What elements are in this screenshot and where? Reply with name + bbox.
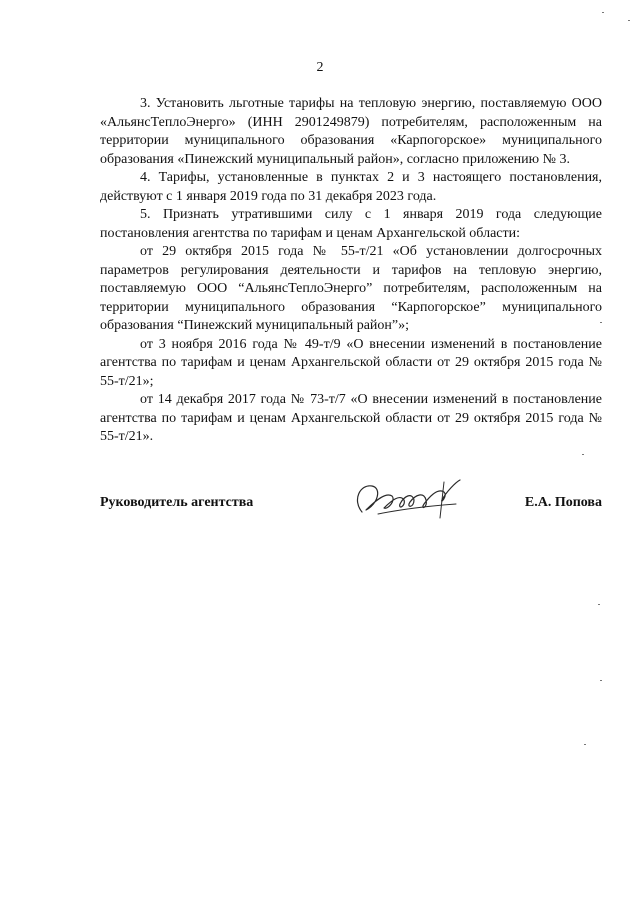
signature-block (100, 470, 602, 540)
scan-artifact-dot (600, 322, 602, 323)
page-number: 2 (316, 60, 324, 75)
scan-artifact-dot (598, 604, 600, 605)
repealed-decree-3: от 14 декабря 2017 года № 73-т/7 «О внесении изменений в постановление агентства по тарифам и ценам Архангельской области от 29 октября 2015 года № 55-т/21». (100, 392, 602, 444)
scan-artifact-dot (602, 12, 604, 13)
repealed-decree-2: от 3 ноября 2016 года № 49-т/9 «О внесении изменений в постановление агентства по тарифам и ценам Архангельской области от 29 октября 2015 года № 55-т/21»; (100, 336, 602, 389)
paragraph-item-4: 4. Тарифы, установленные в пунктах 2 и 3 настоящего постановления, действуют с 1 января 2019 года по 31 декабря 2023 года. (100, 170, 602, 204)
signer-name: Е.А. Попова (524, 495, 602, 510)
scan-artifact-dot (600, 680, 602, 681)
repealed-decree-1: от 29 октября 2015 года № 55-т/21 «Об установлении долгосрочных параметров регулирования деятельности и тарифов на тепловую энергию, поставляемую ООО “АльянсТеплоЭнерго” потребителям, расположенным на территории муниципального образования “Карпогорское” муниципального образования “Пинежский муниципальный район”»; (100, 244, 602, 333)
scan-artifact-dot (582, 454, 584, 455)
scan-artifact-dot (584, 744, 586, 745)
document-body (100, 95, 602, 447)
handwritten-signature (348, 470, 468, 530)
signer-title: Руководитель агентства (100, 495, 254, 510)
paragraph-item-3: 3. Установить льготные тарифы на тепловую энергию, поставляемую ООО «АльянсТеплоЭнерго» (ИНН 2901249879) потребителям, расположенным на территории муниципального образования «Карпогорское» муниципального образования «Пинежский муниципальный район», согласно приложению № 3. (100, 96, 602, 167)
scan-artifact-dot (628, 20, 630, 21)
paragraph-item-5: 5. Признать утратившими силу с 1 января 2019 года следующие постановления агентства по тарифам и ценам Архангельской области: (100, 207, 602, 241)
